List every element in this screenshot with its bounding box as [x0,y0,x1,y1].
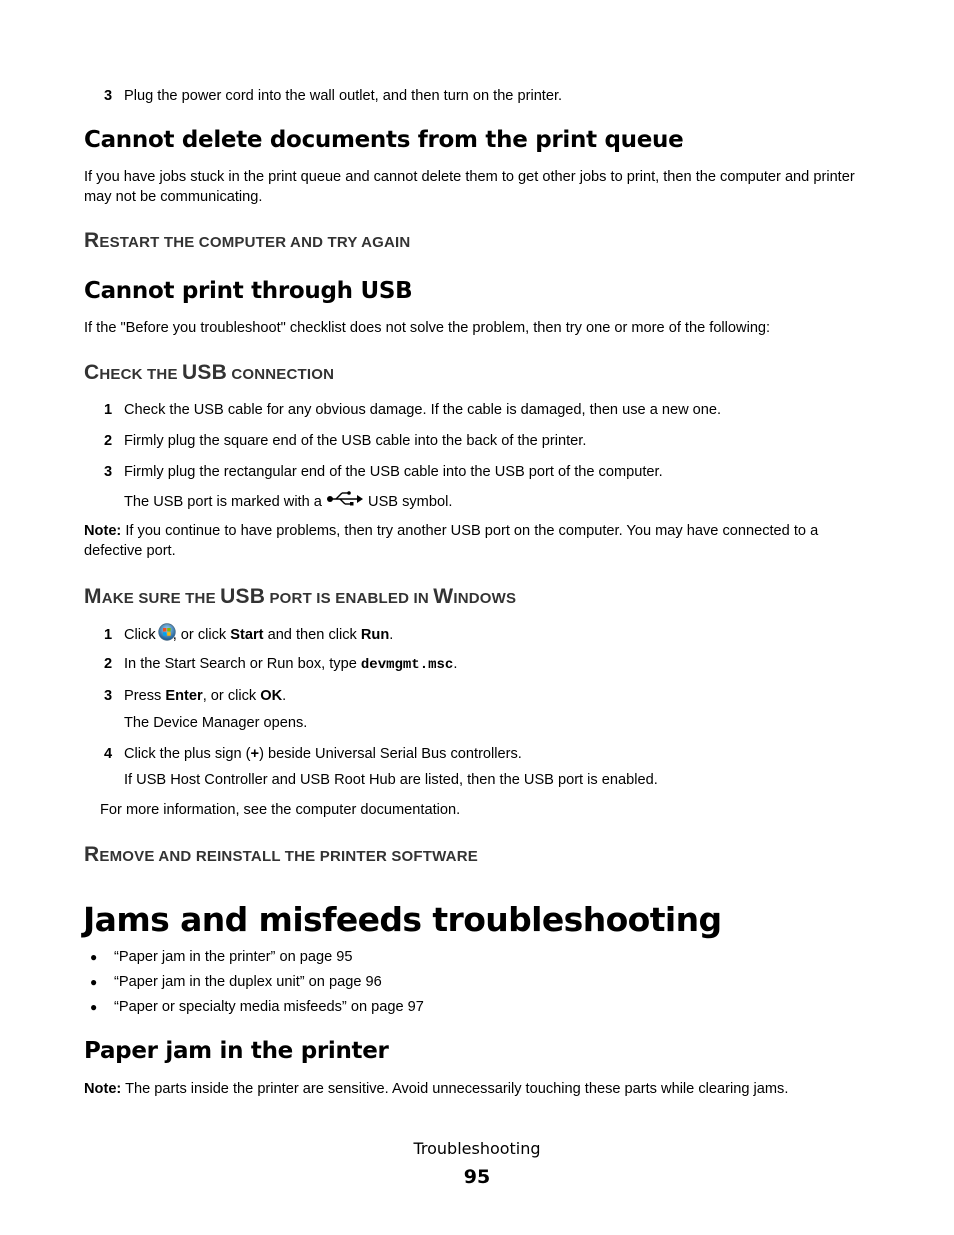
step-number: 1 [104,402,113,418]
list-item [104,654,457,675]
list-item [104,744,522,764]
plus-sign: + [250,746,260,762]
list-item [104,400,721,420]
para-cannot-delete: If you have jobs stuck in the print queue and cannot delete them to get other jobs to print, then the computer and printer may not be communicating. [84,169,855,205]
step-text: Firmly plug the square end of the USB cable into the back of the printer. [124,433,587,449]
step-subtext: If USB Host Controller and USB Root Hub are listed, then the USB port is enabled. [124,772,658,788]
step-text: , or click [202,688,257,704]
subheading-rest: ESTART THE COMPUTER AND TRY AGAIN [99,234,411,251]
step-number: 2 [104,656,113,672]
subheading-initial: M [84,585,102,608]
step-text: Firmly plug the rectangular end of the USB cable into the USB port of the computer. [124,464,663,480]
marked-post-text: USB symbol. [368,493,453,510]
subheading-rest: HECK THE [99,366,183,383]
subheading-initial: R [84,229,100,252]
step-number: 3 [104,88,113,104]
step-text: ) beside Universal Serial Bus controllers. [259,746,522,762]
note-label: Note: [84,523,122,539]
subheading-initial: R [84,843,100,866]
subheading-remove-reinstall [84,843,478,867]
note-text: If you continue to have problems, then try another USB port on the computer. You may have connected to a defective port. [84,523,819,559]
usb-symbol-icon [326,491,364,513]
step-text: Plug the power cord into the wall outlet, and then turn on the printer. [124,88,563,104]
step-text: . [282,688,287,704]
subheading-usb-enabled-windows [84,585,516,609]
enter-label: Enter [165,688,203,704]
subheading-rest: PORT IS ENABLED IN [265,590,434,607]
bullet-icon: ● [90,1000,98,1014]
bullet-icon: ● [90,975,98,989]
footer-page-number: 95 [463,1166,491,1188]
marked-pre-text: The USB port is marked with a [124,493,322,510]
subheading-usb: USB [182,361,227,384]
step-subtext: The Device Manager opens. [124,715,308,731]
note-text: The parts inside the printer are sensitive. Avoid unnecessarily touching these parts while clearing jams. [125,1081,789,1097]
step-text: , or click [172,626,227,643]
note-usb [84,521,874,561]
usb-marked-line [124,491,452,513]
subheading-check-usb [84,361,334,385]
subheading-rest: AKE SURE THE [101,590,221,607]
step-text: In the Start Search or Run box, type [124,656,357,672]
subheading-usb: USB [220,585,266,608]
note-paper-jam [84,1079,788,1099]
para-cannot-print-usb: If the "Before you troubleshoot" checklist does not solve the problem, then try one or more of the following: [84,320,771,336]
subheading-restart-computer [84,229,410,253]
step-text: Press [124,688,162,704]
subheading-rest: CONNECTION [226,366,335,383]
heading-jams-misfeeds: Jams and misfeeds troubleshooting [83,900,722,939]
list-item [90,997,424,1017]
subheading-rest: INDOWS [453,590,517,607]
step-power-on [104,86,562,106]
step-number: 3 [104,688,113,704]
bullet-link-text: “Paper or specialty media misfeeds” on page 97 [114,999,424,1015]
more-info-text: For more information, see the computer documentation. [100,802,461,818]
bullet-link-text: “Paper jam in the duplex unit” on page 96 [114,974,382,990]
command-code: devmgmt.msc [360,657,454,673]
list-item [104,462,663,482]
subheading-initial: W [433,585,454,608]
bullet-link-text: “Paper jam in the printer” on page 95 [114,949,353,965]
step-text: . [389,626,394,643]
step-number: 4 [104,746,113,762]
step-number: 3 [104,464,113,480]
step-text: . [453,656,458,672]
step-text: Click the plus sign ( [124,746,251,762]
start-label: Start [230,626,264,643]
list-item [90,947,353,967]
bullet-icon: ● [90,950,98,964]
footer-section-title: Troubleshooting [413,1139,541,1158]
list-item [104,623,393,647]
subheading-initial: C [84,361,100,384]
heading-cannot-print-usb: Cannot print through USB [84,278,413,304]
step-text: Click [124,626,156,643]
heading-cannot-delete: Cannot delete documents from the print queue [84,127,684,153]
list-item [104,431,586,451]
step-number: 2 [104,433,113,449]
list-item [104,686,286,706]
step-text: Check the USB cable for any obvious damage. If the cable is damaged, then use a new one. [124,402,722,418]
subheading-rest: EMOVE AND REINSTALL THE PRINTER SOFTWARE [99,848,478,865]
step-text: and then click [267,626,357,643]
step-number: 1 [104,626,113,643]
list-item [90,972,382,992]
note-label: Note: [84,1081,122,1097]
heading-paper-jam: Paper jam in the printer [84,1038,389,1064]
run-label: Run [360,626,390,643]
ok-label: OK [260,688,283,704]
